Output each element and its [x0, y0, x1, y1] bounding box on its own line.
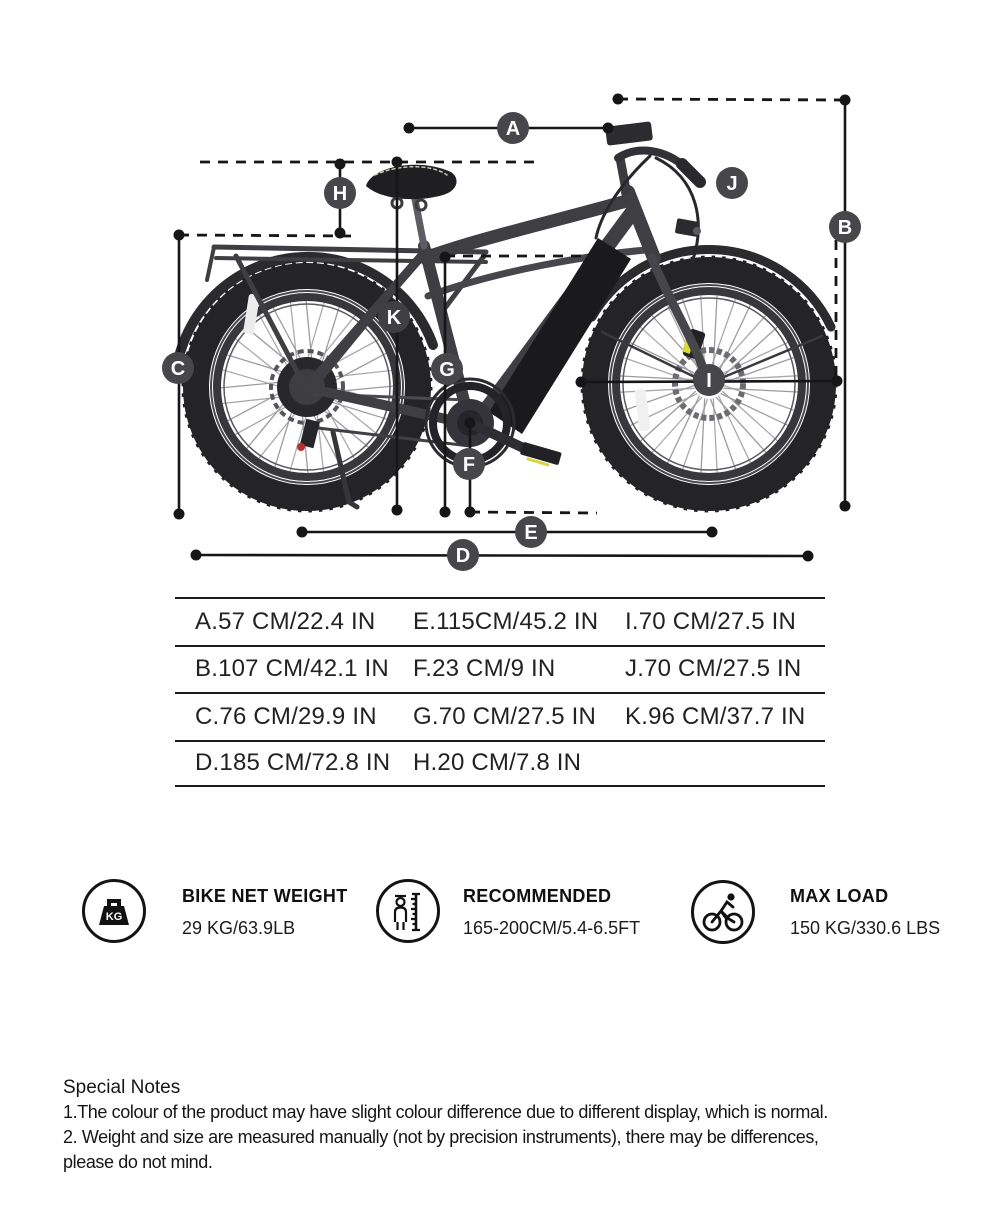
spec-value: 29 KG/63.9LB [182, 918, 296, 938]
measure-label-J [716, 167, 748, 199]
spec-title: RECOMMENDED [463, 886, 612, 906]
size-cell-f: F.23 CM/9 IN [413, 655, 556, 683]
svg-text:H: H [332, 183, 348, 205]
svg-text:KG: KG [105, 911, 123, 923]
spec-value: 165-200CM/5.4-6.5FT [463, 918, 641, 938]
measure-label-K [378, 301, 410, 333]
size-cell-c: C.76 CM/29.9 IN [195, 702, 377, 730]
table-row [175, 692, 825, 740]
spec-title: BIKE NET WEIGHT [182, 886, 348, 906]
size-cell-i: I.70 CM/27.5 IN [625, 607, 797, 635]
svg-text:K: K [386, 307, 402, 329]
notes-heading: Special Notes [63, 1077, 181, 1098]
svg-text:G: G [439, 359, 455, 381]
svg-text:F: F [462, 454, 476, 476]
svg-text:B: B [837, 217, 853, 239]
saddle [366, 165, 457, 199]
measure-label-I [693, 364, 725, 396]
spec-value: 150 KG/330.6 LBS [790, 918, 941, 938]
measure-label-H [324, 177, 356, 209]
size-cell-e: E.115CM/45.2 IN [413, 607, 599, 635]
kg-weight-icon [82, 879, 146, 943]
size-cell-d: D.185 CM/72.8 IN [195, 749, 391, 777]
size-cell-j: J.70 CM/27.5 IN [625, 655, 802, 683]
measure-label-C [162, 352, 194, 384]
svg-text:I: I [706, 370, 712, 392]
notes-line-1: 1.The colour of the product may have slight colour difference due to different display, which is normal. [63, 1102, 828, 1122]
table-row [175, 645, 825, 693]
size-table [175, 597, 825, 787]
spec-title: MAX LOAD [790, 886, 889, 906]
table-row [175, 740, 825, 788]
front-wheel-reflector [634, 388, 650, 431]
size-cell-a: A.57 CM/22.4 IN [195, 607, 376, 635]
special-notes [63, 1076, 983, 1175]
measure-label-D [447, 539, 479, 571]
handlebar [618, 151, 686, 168]
svg-text:J: J [726, 173, 738, 195]
measure-label-A [497, 112, 529, 144]
svg-text:A: A [505, 118, 521, 140]
measure-label-F [453, 448, 485, 480]
measure-label-G [431, 353, 463, 385]
measure-label-E [515, 516, 547, 548]
svg-text:D: D [455, 545, 471, 567]
svg-text:C: C [170, 358, 186, 380]
measure-label-B [829, 211, 861, 243]
table-row [175, 597, 825, 645]
bike-dimension-diagram [0, 0, 1000, 590]
cyclist-icon [691, 880, 755, 944]
size-cell-g: G.70 CM/27.5 IN [413, 702, 597, 730]
notes-line-3: please do not mind. [63, 1152, 213, 1172]
height-ruler-icon [376, 879, 440, 943]
size-cell-h: H.20 CM/7.8 IN [413, 749, 582, 777]
size-cell-b: B.107 CM/42.1 IN [195, 655, 389, 683]
size-cell-k: K.96 CM/37.7 IN [625, 702, 806, 730]
notes-line-2: 2. Weight and size are measured manually (not by precision instruments), there may be differences, [63, 1127, 819, 1147]
svg-text:E: E [524, 522, 538, 544]
